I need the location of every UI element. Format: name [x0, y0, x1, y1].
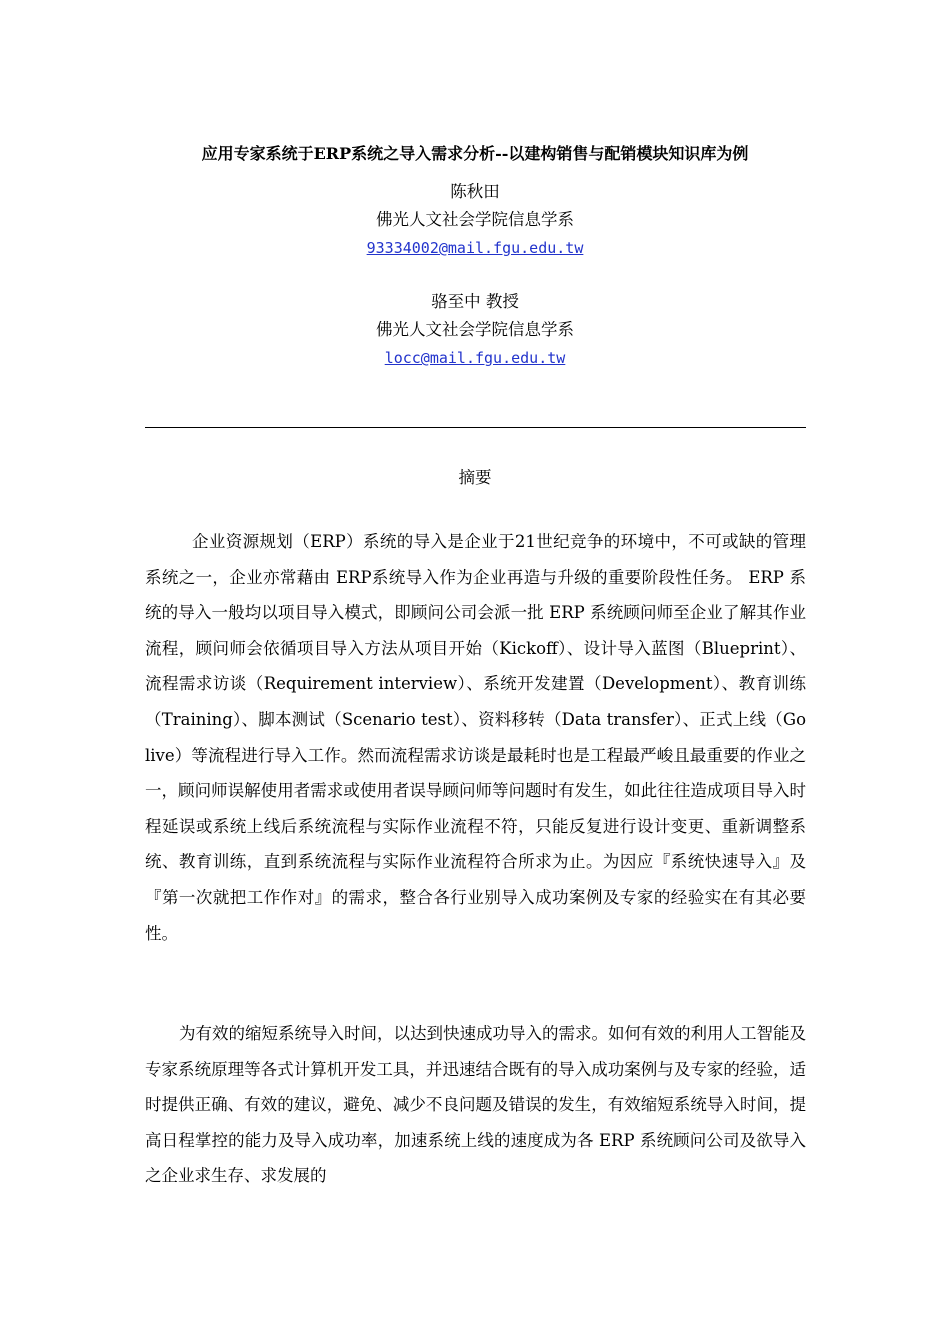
author-name: 骆至中 教授	[431, 292, 519, 311]
author-email-link[interactable]: 93334002@mail.fgu.edu.tw	[366, 239, 584, 257]
author-name: 陈秋田	[450, 182, 500, 201]
author-block-1	[145, 178, 805, 262]
horizontal-divider	[145, 427, 806, 428]
paper-title: 应用专家系统于ERP系统之导入需求分析--以建构销售与配销模块知识库为例	[201, 144, 749, 163]
abstract-paragraph-1: 企业资源规划（ERP）系统的导入是企业于21世纪竞争的环境中，不可或缺的管理系统之一，企业亦常藉由 ERP系统导入作为企业再造与升级的重要阶段性任务。 ERP 系统的导入一般均以项目导入模式，即顾问公司会派一批 ERP 系统顾问师至企业了解其作业流程，顾问师会依循项目导入方法从项目开始（Kickoff）、设计导入蓝图（Blueprint）、流程需求访谈（Requirement interview）、系统开发建置（Development）、教育训练（Training）、脚本测试（Scenario test）、资料移转（Data transfer）、正式上线（Go live）等流程进行导入工作。然而流程需求访谈是最耗时也是工程最严峻且最重要的作业之一，顾问师误解使用者需求或使用者误导顾问师等问题时有发生，如此往往造成项目导入时程延误或系统上线后系统流程与实际作业流程不符，只能反复进行设计变更、重新调整系统、教育训练，直到系统流程与实际作业流程符合所求为止。为因应『系统快速导入』及『第一次就把工作作对』的需求，整合各行业别导入成功案例及专家的经验实在有其必要性。	[145, 532, 806, 943]
abstract-paragraph-2: 为有效的缩短系统导入时间，以达到快速成功导入的需求。如何有效的利用人工智能及专家系统原理等各式计算机开发工具，并迅速结合既有的导入成功案例与及专家的经验，适时提供正确、有效的建议，避免、减少不良问题及错误的发生，有效缩短系统导入时间，提高日程掌控的能力及导入成功率，加速系统上线的速度成为各 ERP 系统顾问公司及欲导入之企业求生存、求发展的	[145, 1024, 806, 1186]
author-email-link[interactable]: locc@mail.fgu.edu.tw	[384, 349, 566, 367]
author-affiliation: 佛光人文社会学院信息学系	[376, 320, 574, 339]
author-affiliation: 佛光人文社会学院信息学系	[376, 210, 574, 229]
author-block-2	[145, 288, 805, 372]
abstract-heading: 摘要	[458, 468, 492, 487]
